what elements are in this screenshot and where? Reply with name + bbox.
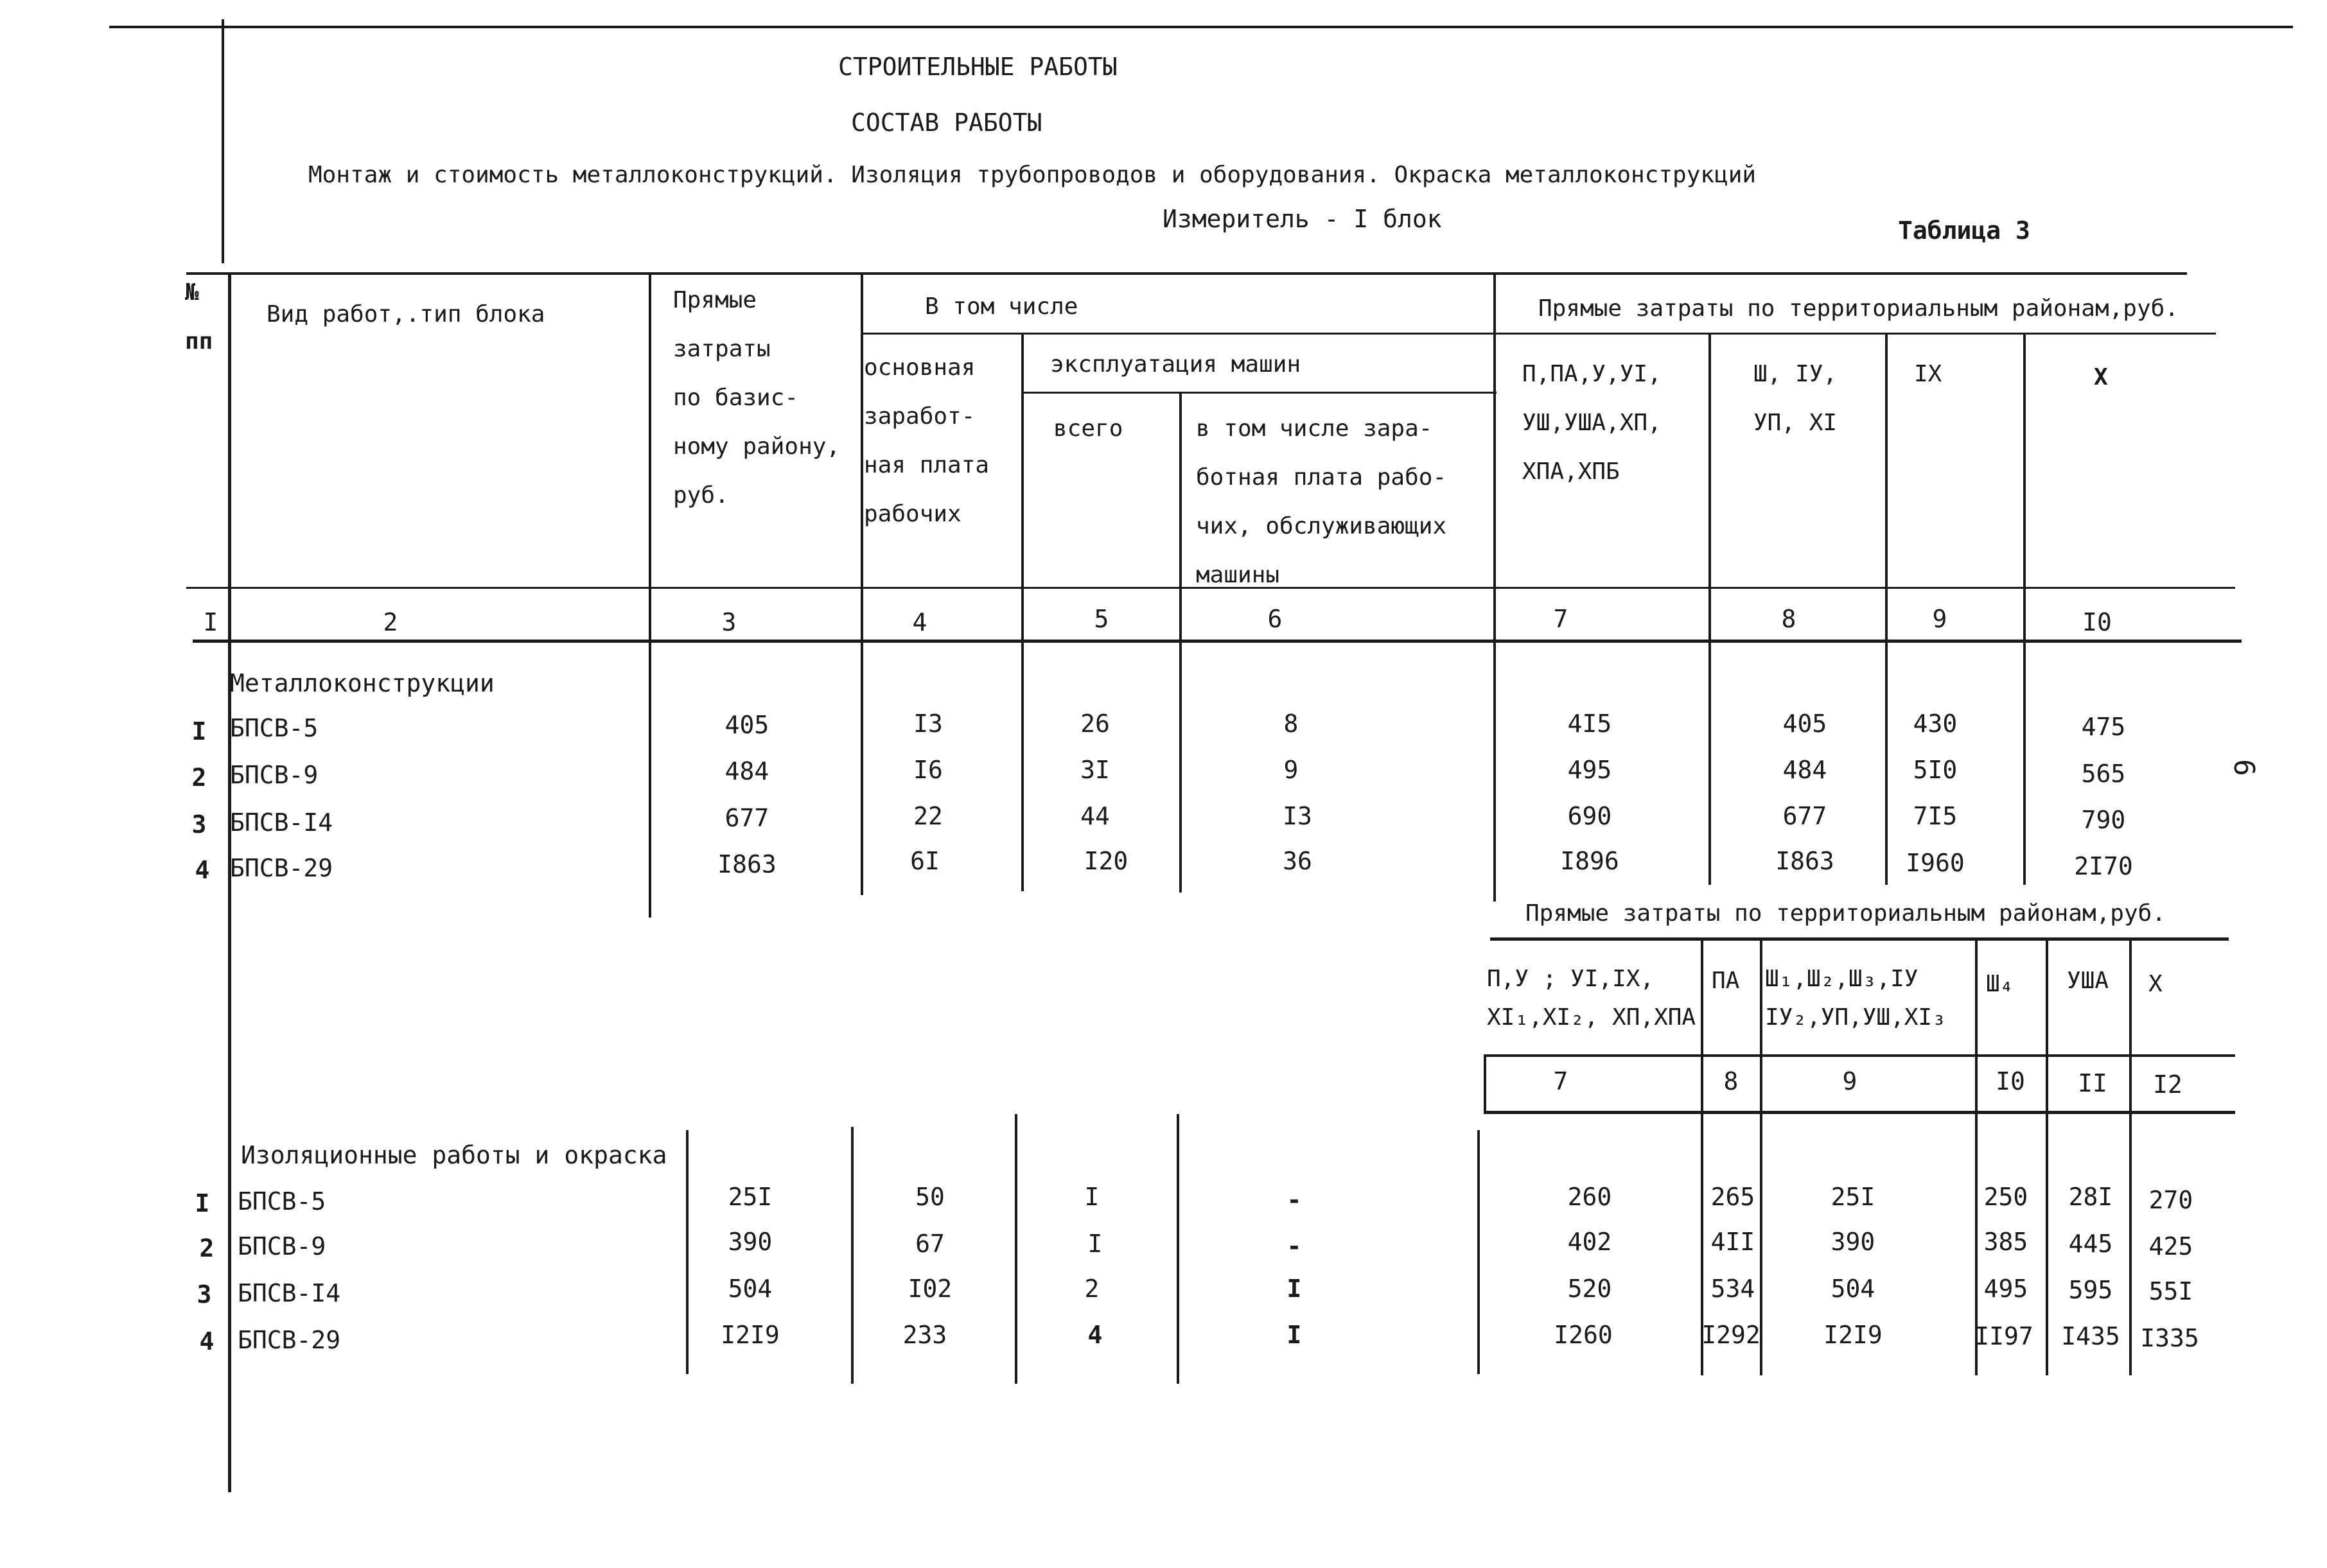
cell: I xyxy=(1084,1183,1100,1211)
hdr2-div-4 xyxy=(1975,939,1978,1375)
cell: 484 xyxy=(724,757,769,785)
cell: 7I5 xyxy=(1913,802,1958,830)
left-border xyxy=(222,19,224,263)
cell: 67 xyxy=(915,1230,945,1258)
sec2-div-5 xyxy=(1177,1114,1179,1384)
cell: I xyxy=(1286,1275,1302,1303)
cell: 520 xyxy=(1567,1275,1612,1303)
hdr2-title: Прямые затраты по территориальным районам,руб. xyxy=(1525,900,2166,927)
hdr2-div-6 xyxy=(2129,939,2132,1375)
cell: 405 xyxy=(724,711,769,739)
cell: - xyxy=(1286,1232,1302,1260)
cell: I260 xyxy=(1554,1321,1613,1349)
hdr-type: Вид работ,.тип блока xyxy=(267,301,545,327)
row-num: 4 xyxy=(195,856,210,884)
cell: 25I xyxy=(1831,1183,1875,1211)
cell: 50 xyxy=(915,1183,945,1211)
cell: 233 xyxy=(902,1321,947,1349)
col-number: 2 xyxy=(383,608,398,636)
cell: 250 xyxy=(1983,1183,2028,1211)
rule-machines-sub xyxy=(1021,392,1497,394)
cell: 430 xyxy=(1913,710,1958,738)
cell: I20 xyxy=(1084,847,1128,875)
col-div-6 xyxy=(1493,272,1496,902)
cell: I6 xyxy=(913,756,943,784)
measure-label: Измеритель - I блок xyxy=(1163,205,1442,233)
cell: 504 xyxy=(728,1275,773,1303)
cell: 504 xyxy=(1831,1275,1875,1303)
cell: 25I xyxy=(728,1183,773,1211)
cell: 425 xyxy=(2148,1232,2193,1260)
hdr-reg3: IX xyxy=(1914,361,1942,387)
doc-subtitle: СОСТАВ РАБОТЫ xyxy=(851,109,1042,137)
col-number: 3 xyxy=(721,608,737,636)
hdr-machine-wage: в том числе зара- ботная плата рабо- чих, обслуживающих машины xyxy=(1196,415,1447,588)
hdr-reg2: Ш, IУ, УП, ХI xyxy=(1753,361,1838,436)
row-name: БПСВ-I4 xyxy=(238,1279,341,1307)
cell: 690 xyxy=(1567,802,1612,830)
row-name: БПСВ-29 xyxy=(238,1326,341,1354)
col-div-5 xyxy=(1179,392,1182,893)
cell: 4II xyxy=(1710,1228,1755,1256)
cell: 4 xyxy=(1087,1321,1103,1349)
col-number: 9 xyxy=(1932,605,1947,633)
cell: I2I9 xyxy=(721,1321,780,1349)
hdr2-top-rule xyxy=(1490,937,2229,941)
col-div-2 xyxy=(649,272,651,918)
hdr-direct: Прямые затраты по базис- ному району, руб. xyxy=(673,287,841,509)
hdr2-reg1 xyxy=(1487,960,1696,1037)
sec2-div-3 xyxy=(851,1127,854,1384)
cell: 390 xyxy=(1831,1228,1875,1256)
hdr2-div-5 xyxy=(2046,939,2048,1375)
cell: 28I xyxy=(2068,1183,2113,1211)
cell: 534 xyxy=(1710,1275,1755,1303)
section-title: Изоляционные работы и окраска xyxy=(241,1141,667,1169)
sec2-div-2 xyxy=(686,1130,689,1374)
col-div-3 xyxy=(861,272,863,895)
col-number: 4 xyxy=(912,608,927,636)
cell: 390 xyxy=(728,1228,773,1256)
cell: I863 xyxy=(1775,847,1834,875)
cell: 445 xyxy=(2068,1230,2113,1258)
hdr2-div-3 xyxy=(1760,939,1762,1375)
col-number: I0 xyxy=(2082,608,2112,636)
cell: 5I0 xyxy=(1913,756,1958,784)
col-div-1 xyxy=(228,272,231,1492)
cell: 565 xyxy=(2081,760,2126,788)
row-num: 2 xyxy=(191,763,207,792)
row-num: 2 xyxy=(199,1234,215,1262)
col2-number: II xyxy=(2078,1069,2107,1097)
row-name: БПСВ-29 xyxy=(230,854,333,882)
col-number: I xyxy=(203,608,218,636)
cell: I3 xyxy=(913,710,943,738)
col2-number: 9 xyxy=(1842,1067,1857,1095)
cell: 4I5 xyxy=(1567,710,1612,738)
hdr2-reg5: УША xyxy=(2067,968,2109,994)
row-name: БПСВ-I4 xyxy=(230,808,333,837)
col-div-7 xyxy=(1708,333,1711,885)
hdr2-mid-rule xyxy=(1484,1054,2235,1057)
section-title: Металлоконструкции xyxy=(230,669,495,697)
row-num: I xyxy=(195,1189,210,1217)
col2-number: I2 xyxy=(2153,1070,2182,1099)
cell: 3I xyxy=(1080,756,1110,784)
hdr-regions: Прямые затраты по территориальным районам,руб. xyxy=(1538,295,2179,322)
cell: 2 xyxy=(1084,1275,1100,1303)
row-num: 3 xyxy=(197,1280,212,1309)
cell: 790 xyxy=(2081,806,2126,834)
cell: 595 xyxy=(2068,1276,2113,1304)
cell: I896 xyxy=(1560,847,1619,875)
cell: I xyxy=(1286,1321,1302,1349)
col2-number: 7 xyxy=(1553,1067,1568,1095)
cell: 36 xyxy=(1283,847,1312,875)
cell: 495 xyxy=(1983,1275,2028,1303)
top-rule xyxy=(109,26,2293,28)
hdr2-reg3-line1: Ш₁,Ш₂,Ш₃,IУ xyxy=(1765,966,1919,992)
cell: - xyxy=(1286,1186,1302,1214)
hdr-wage: основная заработ- ная плата рабочих xyxy=(864,354,990,527)
number-row-rule xyxy=(193,640,2242,643)
cell: 22 xyxy=(913,802,943,830)
cell: 677 xyxy=(724,804,769,832)
cell: 402 xyxy=(1567,1228,1612,1256)
hdr2-reg6: X xyxy=(2148,971,2163,997)
row-num: 3 xyxy=(191,810,207,839)
col-number: 8 xyxy=(1781,605,1796,633)
cell: 9 xyxy=(1283,756,1299,784)
col-number: 7 xyxy=(1553,605,1568,633)
cell: 495 xyxy=(1567,756,1612,784)
row-name: БПСВ-9 xyxy=(230,761,319,789)
col-div-8 xyxy=(1885,333,1888,885)
hdr2-reg2: ПА xyxy=(1712,968,1740,994)
col-div-4 xyxy=(1021,333,1024,891)
doc-title: СТРОИТЕЛЬНЫЕ РАБОТЫ xyxy=(838,53,1118,81)
hdr2-bottom-rule xyxy=(1484,1111,2235,1114)
hdr-reg1: П,ПА,У,УI, УШ,УША,ХП, ХПА,ХПБ xyxy=(1522,361,1662,485)
col2-number: 8 xyxy=(1723,1067,1739,1095)
hdr2-div-1 xyxy=(1484,1057,1486,1113)
cell: I02 xyxy=(908,1275,953,1303)
cell: I960 xyxy=(1906,849,1965,877)
cell: 484 xyxy=(1782,756,1827,784)
cell: 475 xyxy=(2081,713,2126,741)
hdr2-reg3-line2: IУ₂,УП,УШ,XI₃ xyxy=(1765,1004,1946,1031)
cell: I435 xyxy=(2061,1322,2120,1350)
sec2-div-4 xyxy=(1015,1114,1017,1384)
hdr-reg4: X xyxy=(2094,364,2108,390)
cell: 8 xyxy=(1283,710,1299,738)
cell: 6I xyxy=(910,847,940,875)
cell: 260 xyxy=(1567,1183,1612,1211)
hdr-machines: эксплуатация машин xyxy=(1050,351,1301,378)
doc-description: Монтаж и стоимость металлоконструкций. Изоляция трубопроводов и оборудования. Окраска металлоконструкций xyxy=(308,162,1757,188)
hdr-num: № пп xyxy=(185,279,213,354)
page-number: 6 xyxy=(2227,759,2260,776)
sec2-div-6 xyxy=(1477,1130,1480,1374)
cell: I863 xyxy=(717,850,777,878)
cell: 265 xyxy=(1710,1183,1755,1211)
cell: I335 xyxy=(2140,1324,2199,1352)
cell: 44 xyxy=(1080,802,1110,830)
cell: I3 xyxy=(1283,802,1312,830)
cell: 55I xyxy=(2148,1277,2193,1305)
cell: 2I70 xyxy=(2074,852,2133,880)
table-top-rule xyxy=(186,272,2187,275)
hdr2-reg1-line1: П,У ; УI,IX, xyxy=(1487,966,1655,992)
hdr2-reg3 xyxy=(1765,960,1946,1037)
cell: I292 xyxy=(1701,1321,1761,1349)
col-number: 5 xyxy=(1094,605,1109,633)
col-number: 6 xyxy=(1267,605,1283,633)
cell: 677 xyxy=(1782,802,1827,830)
cell: 270 xyxy=(2148,1186,2193,1214)
hdr-incl: В том числе xyxy=(925,293,1078,320)
row-num: I xyxy=(191,717,207,745)
row-name: БПСВ-5 xyxy=(230,714,319,742)
cell: 26 xyxy=(1080,710,1110,738)
table-label: Таблица 3 xyxy=(1898,216,2030,245)
cell: I2I9 xyxy=(1823,1321,1883,1349)
hdr2-reg4: Ш₄ xyxy=(1986,971,2014,997)
cell: I xyxy=(1087,1230,1103,1258)
hdr2-div-2 xyxy=(1701,939,1703,1375)
cell: II97 xyxy=(1974,1322,2033,1350)
col-div-9 xyxy=(2023,333,2026,885)
hdr2-reg1-line2: XI₁,XI₂, ХП,ХПА xyxy=(1487,1004,1696,1031)
cell: 405 xyxy=(1782,710,1827,738)
row-name: БПСВ-5 xyxy=(238,1187,326,1215)
hdr-total: всего xyxy=(1053,415,1123,442)
row-num: 4 xyxy=(199,1327,215,1355)
cell: 385 xyxy=(1983,1228,2028,1256)
row-name: БПСВ-9 xyxy=(238,1232,326,1260)
col2-number: I0 xyxy=(1996,1067,2025,1095)
